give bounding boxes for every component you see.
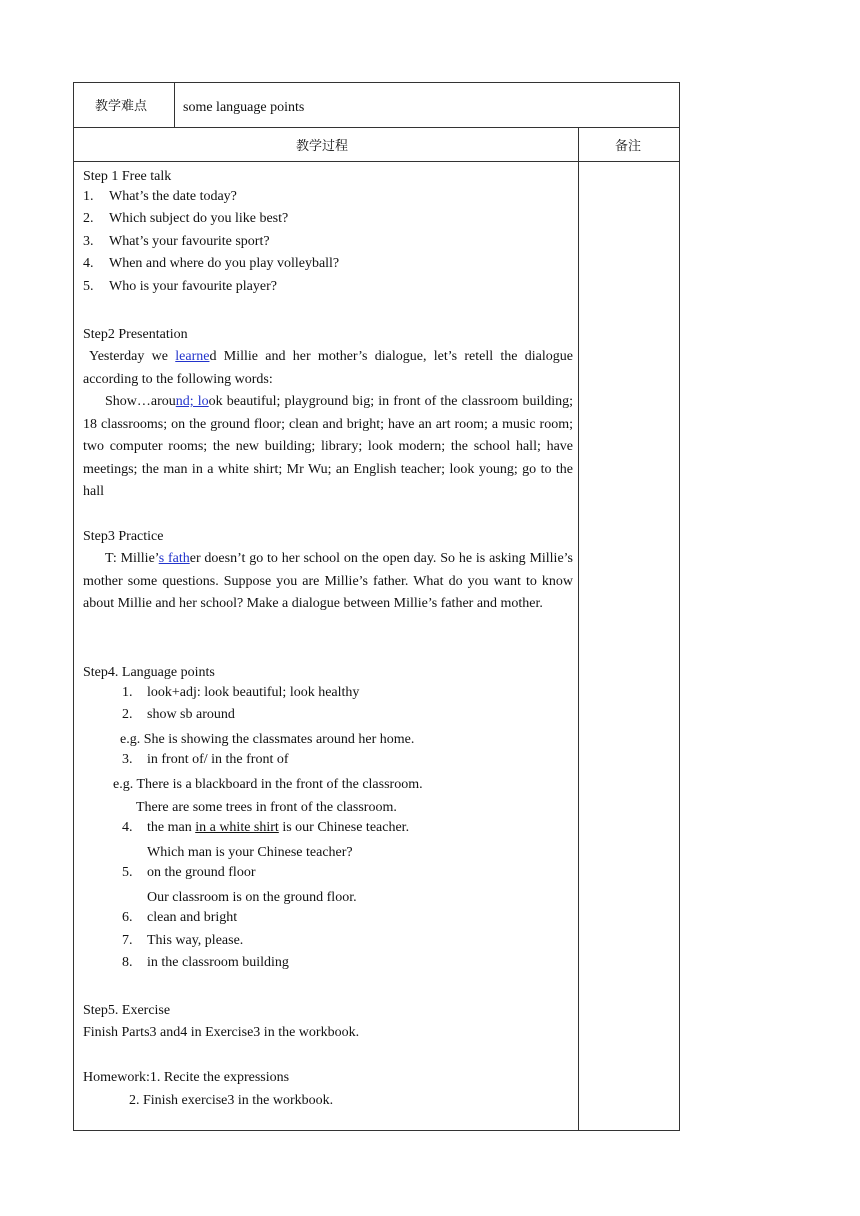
step4-item-8: in the classroom building [147, 955, 289, 970]
step1-item-1: What’s the date today? [109, 189, 237, 204]
step4-item-6: clean and bright [147, 910, 238, 925]
column-divider [174, 83, 175, 127]
step4-example-2: e.g. She is showing the classmates around her home. [120, 732, 415, 747]
step3-title: Step3 Practice [83, 529, 164, 544]
step4-item-7: This way, please. [147, 933, 244, 948]
step4-num-5: 5. [122, 865, 133, 880]
step2-p1-link[interactable]: learne [175, 349, 210, 364]
step4-num-3: 3. [122, 752, 133, 767]
step4-example-3b: There are some trees in front of the classroom. [136, 800, 397, 815]
step2-paragraph-1 [83, 346, 573, 391]
step4-num-4: 4. [122, 820, 133, 835]
step4-title: Step4. Language points [83, 665, 215, 680]
step4-item-4-text: the man [147, 820, 196, 835]
step3-paragraph [83, 548, 573, 616]
step2-title: Step2 Presentation [83, 327, 188, 342]
step2-p1-text: Yesterday we [89, 349, 176, 364]
step4-num-8: 8. [122, 955, 133, 970]
step4-example-5: Our classroom is on the ground floor. [147, 890, 357, 905]
step3-text: T: Millie’ [105, 551, 159, 566]
step2-paragraph-2 [83, 391, 573, 504]
step1-num-3: 3. [83, 234, 94, 249]
step1-title: Step 1 Free talk [83, 169, 172, 184]
step4-item-5: on the ground floor [147, 865, 256, 880]
step4-num-2: 2. [122, 707, 133, 722]
row-divider [74, 127, 679, 128]
step2-p1-text-rest: d Millie and her mother’s dialogue, let’s retell the dialogue according to the following words: [83, 349, 573, 387]
difficulty-label: 教学难点 [95, 99, 148, 114]
step4-item-4-text-rest: is our Chinese teacher. [278, 820, 410, 835]
row-divider [74, 161, 679, 162]
step4-item-4-underlined: in a white shirt [195, 820, 279, 835]
step4-item-3: in front of/ in the front of [147, 752, 289, 767]
step4-item-2: show sb around [147, 707, 235, 722]
homework-line-1: Homework:1. Recite the expressions [83, 1070, 290, 1085]
step3-text-rest: er doesn’t go to her school on the open day. So he is asking Millie’s mother some questions. Suppose you are Millie’s father. What do you want to know about Millie and her school? Make a dialogue between Millie’s father and mother. [83, 551, 573, 612]
step2-p2-link[interactable]: nd; lo [175, 394, 209, 409]
column-divider [578, 127, 579, 1130]
step4-item-4 [147, 819, 409, 837]
step5-text: Finish Parts3 and4 in Exercise3 in the workbook. [83, 1025, 360, 1040]
step4-item-1: look+adj: look beautiful; look healthy [147, 685, 360, 700]
step1-item-5: Who is your favourite player? [109, 279, 277, 294]
step1-item-2: Which subject do you like best? [109, 211, 289, 226]
step4-num-7: 7. [122, 933, 133, 948]
step2-p2-text-rest: ok beautiful; playground big; in front of the classroom building; 18 classrooms; on the ground floor; clean and bright; have an art room; a music room; two computer rooms; the new building; library; look modern; the school hall; have meetings; the man in a white shirt; Mr Wu; an English teacher; look young; go to the hall [83, 394, 574, 500]
step1-num-4: 4. [83, 256, 94, 271]
step2-p2-text: Show…arou [105, 394, 176, 409]
difficulty-value: some language points [183, 100, 305, 115]
step4-num-1: 1. [122, 685, 133, 700]
notes-label: 备注 [615, 139, 642, 154]
step4-example-4: Which man is your Chinese teacher? [147, 845, 353, 860]
step1-num-1: 1. [83, 189, 94, 204]
step4-example-3a: e.g. There is a blackboard in the front of the classroom. [113, 777, 423, 792]
step1-item-3: What’s your favourite sport? [109, 234, 270, 249]
step5-title: Step5. Exercise [83, 1003, 171, 1018]
step3-link[interactable]: s fath [158, 551, 190, 566]
step4-num-6: 6. [122, 910, 133, 925]
homework-line-2: 2. Finish exercise3 in the workbook. [129, 1093, 334, 1108]
step1-num-5: 5. [83, 279, 94, 294]
step1-item-4: When and where do you play volleyball? [109, 256, 340, 271]
process-label: 教学过程 [296, 139, 349, 154]
lesson-table [73, 82, 680, 1131]
step1-num-2: 2. [83, 211, 94, 226]
